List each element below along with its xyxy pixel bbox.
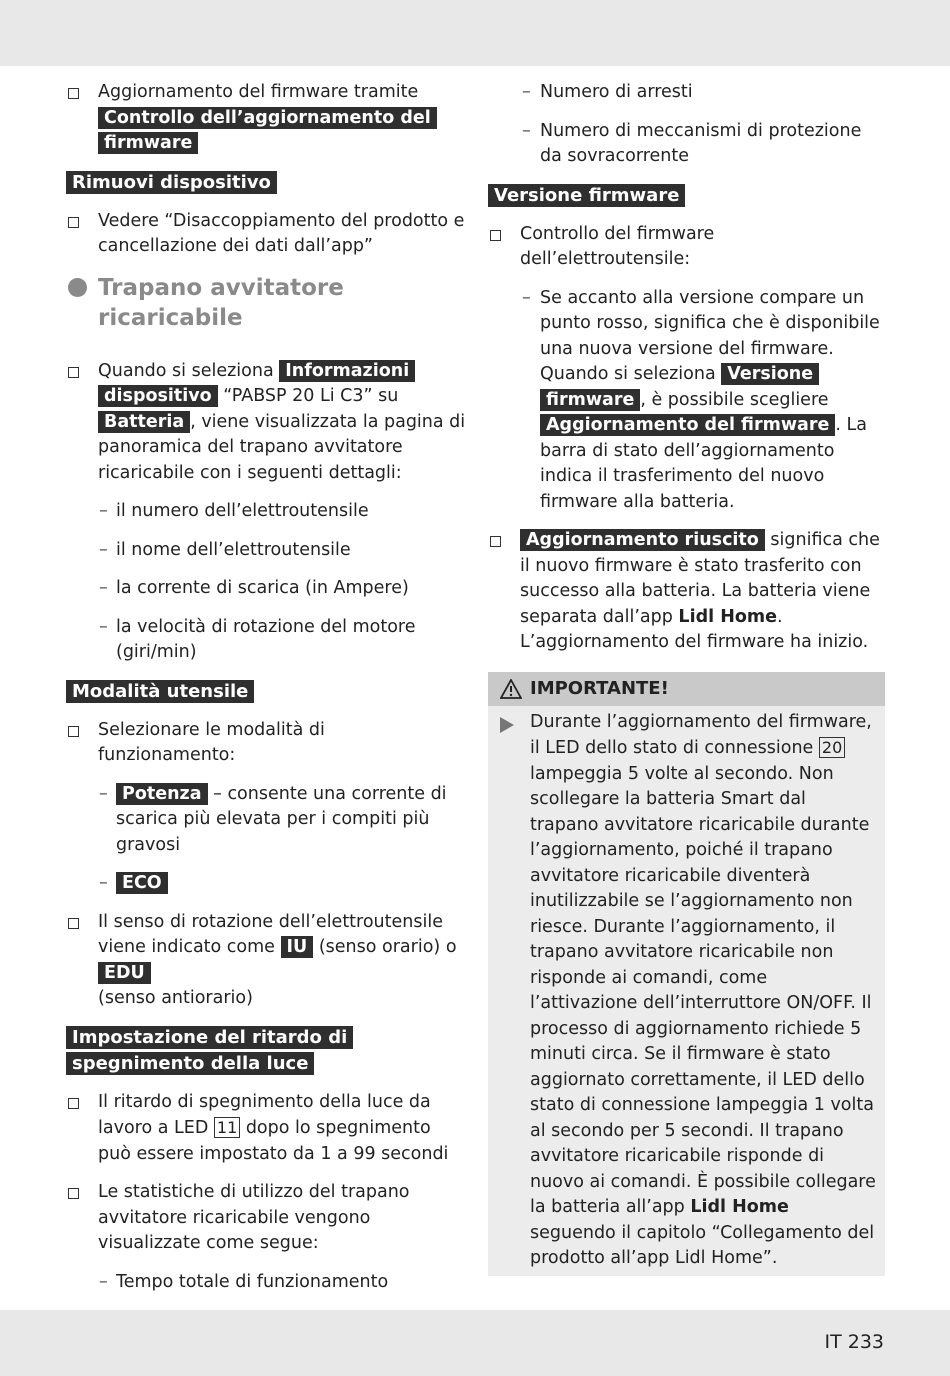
app-name: Lidl Home <box>678 606 777 627</box>
header-band <box>0 0 950 66</box>
item-text: Quando si seleziona <box>98 360 274 381</box>
item-text: Le statistiche di utilizzo del trapano avvitatore ricaricabile vengono visualizzate come segue: <box>98 1182 410 1253</box>
menu-label-highlight: Informazioni dispositivo <box>98 360 415 408</box>
list-item-senso-rotazione <box>66 910 466 1012</box>
list-item-punto-rosso <box>488 286 885 516</box>
checkbox-bullet-icon <box>490 230 501 241</box>
item-text: dopo lo spegnimento può essere impostato da 1 a 99 secondi <box>98 1118 449 1164</box>
right-column <box>488 80 885 1276</box>
section-title <box>66 273 466 334</box>
item-text: Tempo totale di funzionamento <box>116 1271 389 1292</box>
checkbox-bullet-icon <box>68 1098 79 1109</box>
list-item-informazioni <box>66 359 466 487</box>
list-item <box>66 499 466 525</box>
heading-rimuovi-dispositivo: Rimuovi dispositivo <box>66 171 277 194</box>
mode-eco-label: ECO <box>116 872 168 894</box>
item-text: . La barra di stato dell’aggiornamento indica il trasferimento del nuovo firmware alla batteria. <box>540 415 867 512</box>
item-text: la corrente di scarica (in Ampere) <box>116 578 409 598</box>
item-text: Se accanto alla versione compare un punto rosso, significa che è disponibile una nuova versione del firmware. Quando si seleziona <box>540 287 880 384</box>
menu-label-highlight: Aggiornamento riuscito <box>520 529 765 551</box>
list-item-aggiornamento-riuscito <box>488 528 885 656</box>
item-text: Il senso di rotazione dell’elettroutensile viene indicato come <box>98 911 443 957</box>
footer-band <box>0 1310 950 1376</box>
reference-number: 20 <box>819 737 845 758</box>
list-item <box>488 119 885 170</box>
item-text: Aggiornamento del firmware tramite <box>98 82 419 102</box>
app-name: Lidl Home <box>690 1197 789 1217</box>
item-text: “PABSP 20 Li C3” su <box>223 386 399 406</box>
warning-icon <box>500 679 522 699</box>
checkbox-bullet-icon <box>68 367 79 378</box>
list-item <box>66 538 466 564</box>
triangle-bullet-icon <box>500 717 514 733</box>
section-title-text: Trapano avvitatore ricaricabile <box>98 274 344 331</box>
important-notice <box>488 672 885 1276</box>
menu-label-highlight: Controllo dell’aggiornamento del firmware <box>98 107 437 155</box>
item-text: . L’aggiornamento del firmware ha inizio. <box>520 606 869 652</box>
important-header <box>488 672 885 706</box>
dash-bullet: – <box>99 501 108 521</box>
reference-number: 11 <box>214 1117 240 1138</box>
item-text: significa che il nuovo firmware è stato trasferito con successo alla batteria. La batteria viene separata dall’app <box>520 530 880 627</box>
item-text: (senso orario) o <box>318 937 457 957</box>
item-text: Selezionare le modalità di funzionamento: <box>98 719 325 765</box>
list-item-eco <box>66 871 466 897</box>
list-item-ritardo <box>66 1090 466 1168</box>
item-text: Controllo del firmware dell’elettroutensile: <box>520 223 715 269</box>
list-item-rimuovi <box>66 209 466 260</box>
important-body <box>488 706 885 1276</box>
dash-bullet: – <box>99 1271 108 1292</box>
list-item <box>66 1270 466 1296</box>
item-text: seguendo il capitolo “Collegamento del prodotto all’app Lidl Home”. <box>530 1222 875 1268</box>
item-text: (senso antiorario) <box>98 988 253 1008</box>
item-text: – consente una corrente di scarica più elevata per i compiti più gravosi <box>116 783 447 855</box>
item-text: , è possibile scegliere <box>640 389 829 410</box>
checkbox-bullet-icon <box>68 88 79 99</box>
item-text: Durante l’aggiornamento del firmware, il LED dello stato di connessione <box>530 711 872 758</box>
menu-label-highlight: Aggiornamento del firmware <box>540 414 835 436</box>
heading-versione-firmware: Versione firmware <box>488 184 685 207</box>
item-text: lampeggia 5 volte al secondo. Non scollegare la batteria Smart dal trapano avvitatore ricaricabile durante l’aggiornamento, poiché il trapano avvitatore ricaricabile diventerà inutilizzabile se l’aggiornamento non riesce. Durante l’aggiornamento, il trapano avvitatore ricaricabile non risponde ai comandi, come l’attivazione dell’interruttore ON/OFF. Il processo di aggiornamento richiede 5 minuti circa. Se il firmware è stato aggiornato correttamente, il LED dello stato di connessione lampeggia 1 volta al secondo per 5 secondi. Il trapano avvitatore ricaricabile risponde di nuovo ai comandi. È possibile collegare la batteria all’app <box>530 763 876 1217</box>
list-item-firmware-update <box>66 80 466 157</box>
item-text: Il ritardo di spegnimento della luce da lavoro a LED <box>98 1091 431 1138</box>
checkbox-bullet-icon <box>68 217 79 228</box>
dash-bullet: – <box>522 120 531 141</box>
checkbox-bullet-icon <box>490 536 501 547</box>
dash-bullet: – <box>99 873 108 893</box>
heading-ritardo-spegnimento: Impostazione del ritardo di spegnimento della luce <box>66 1026 353 1075</box>
left-column <box>66 80 466 1372</box>
item-text: la velocità di rotazione del motore (giri/min) <box>116 616 416 662</box>
item-text: il numero dell’elettroutensile <box>116 501 369 521</box>
list-item-modalita <box>66 718 466 769</box>
page-number: IT 233 <box>824 1331 884 1353</box>
checkbox-bullet-icon <box>68 726 79 737</box>
dash-bullet: – <box>522 287 531 308</box>
mode-potenza-label: Potenza <box>116 783 208 805</box>
checkbox-bullet-icon <box>68 1188 79 1199</box>
item-text: , viene visualizzata la pagina di panoramica del trapano avvitatore ricaricabile con i seguenti dettagli: <box>98 411 466 483</box>
list-item-potenza <box>66 782 466 859</box>
list-item <box>488 80 885 106</box>
label-edu: EDU <box>98 962 151 984</box>
item-text: il nome dell’elettroutensile <box>116 539 351 560</box>
dash-bullet: – <box>99 783 108 804</box>
dash-bullet: – <box>99 616 108 637</box>
heading-modalita-utensile: Modalità utensile <box>66 680 254 703</box>
dash-bullet: – <box>522 82 531 102</box>
dash-bullet: – <box>99 539 108 560</box>
list-item-controllo-firmware <box>488 222 885 273</box>
label-iu: IU <box>281 936 314 958</box>
menu-label-highlight: Batteria <box>98 411 190 433</box>
list-item <box>66 576 466 602</box>
list-item-statistiche <box>66 1180 466 1257</box>
list-item <box>66 615 466 666</box>
dash-bullet: – <box>99 578 108 598</box>
item-text: Numero di arresti <box>540 82 693 102</box>
important-label: IMPORTANTE! <box>530 677 669 699</box>
item-text: Vedere “Disaccoppiamento del prodotto e cancellazione dei dati dall’app” <box>98 210 465 256</box>
item-text: Numero di meccanismi di protezione da sovracorrente <box>540 120 862 166</box>
section-dot-icon <box>68 278 87 297</box>
menu-label-highlight: Versione firmware <box>540 363 819 411</box>
checkbox-bullet-icon <box>68 918 79 929</box>
